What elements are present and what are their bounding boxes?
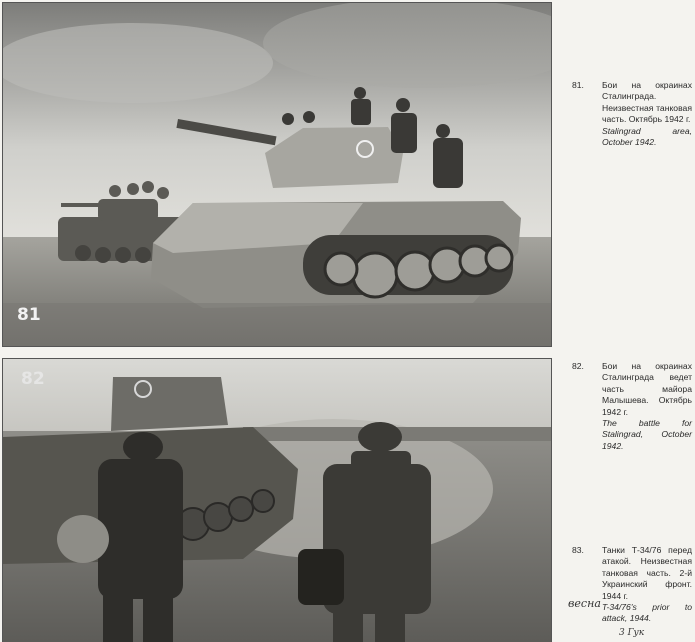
caption-83 [568,545,692,625]
caption-81 [568,80,692,148]
photo-81-tanks-with-infantry [2,2,552,347]
caption-russian: Бои на окраинах Сталинграда ведет часть майора Малышева. Октябрь 1942 г. [602,361,692,417]
caption-english: The battle for Stalingrad, October 1942. [602,418,692,451]
photo-81-image [3,3,551,346]
caption-russian: Танки Т-34/76 перед атакой. Неизвестная танковая часть. 2-й Украинский фронт. 1944 г. [602,545,692,601]
handwritten-note: весна [568,597,601,610]
caption-russian: Бои на окраинах Сталинграда. Неизвестная танковая часть. Октябрь 1942 г. [602,80,692,125]
caption-number: 81. [572,80,584,90]
photo-number: 82 [21,369,45,389]
photo-82-image [3,359,551,642]
caption-number: 82. [572,361,584,371]
photo-number: 81 [17,305,41,325]
caption-82 [568,361,692,452]
caption-english: Stalingrad area, October 1942. [602,125,692,148]
caption-number: 83. [572,545,584,555]
caption-english: T-34/76's prior to attack, 1944. [602,602,692,624]
photo-82-infantry-behind-tank [2,358,552,642]
handwritten-note: 3 Гук [619,628,645,638]
